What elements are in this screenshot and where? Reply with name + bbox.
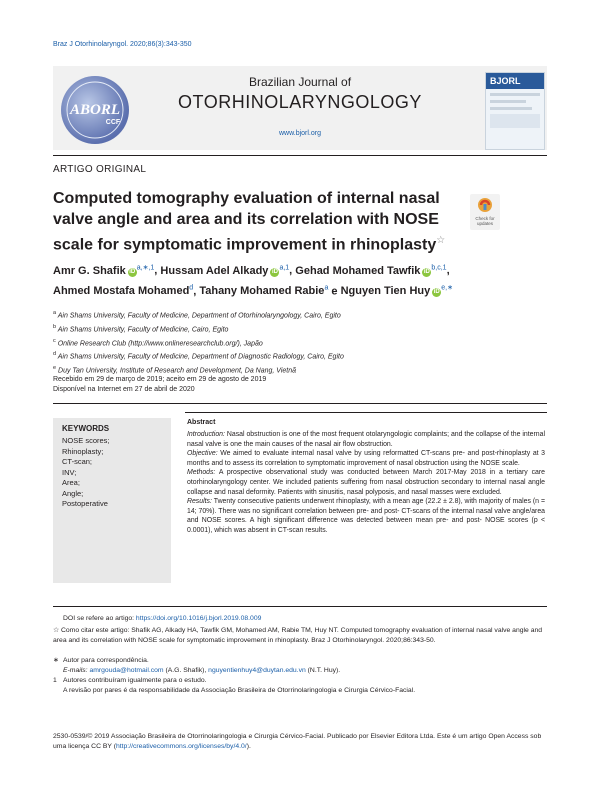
article-title-text: Computed tomography evaluation of internal nasal valve angle and area and its correlation with NOSE scale for symptomatic improvement in rhinoplasty (53, 190, 440, 254)
author-6[interactable]: Nguyen Tien Huy $iD^{e,∗}$ (340, 284, 453, 298)
abstract-methods: Methods: A prospective observational study was conducted between March 2017-May 2018 in a tertiary care otorhinolaryngology center. We included patients suffering from nasal obstruction secondary to internal nasal angle collapse and nasal deformity. Patients with sinusitis, nasal polyposis, and nasal masses were excluded. (187, 469, 545, 496)
doi-link[interactable]: https://doi.org/10.1016/j.bjorl.2019.08.009 (135, 615, 262, 622)
orcid-icon[interactable]: iD (433, 289, 440, 296)
keyword-item: Angle; (62, 488, 84, 498)
journal-name-line2: OTORHINOLARYNGOLOGY (178, 92, 422, 112)
email-link[interactable]: nguyentienhuy4@duytan.edu.vn (208, 667, 306, 674)
keywords-list (62, 436, 110, 510)
abstract-introduction: Introduction: Nasal obstruction is one of the most frequent otolaryngologic complaints; and the collapse of the internal nasal valve is one the main causes of the nasal air flow obstruction. (187, 431, 545, 448)
online-date: Disponível na Internet em 27 de abril de 2020 (53, 386, 195, 393)
affiliation-list (53, 308, 547, 377)
author-4[interactable]: Ahmed Mostafa Mohamed$^d$ (53, 284, 194, 298)
email-link[interactable]: amrgouda@hotmail.com (89, 667, 164, 674)
keyword-item: NOSE scores; (62, 436, 110, 445)
check-updates-label: Check for updates (475, 216, 495, 226)
affiliation-item: $^b$ Ain Shams University, Faculty of Medicine, Cairo, Egito (53, 323, 229, 334)
abstract-divider (185, 412, 547, 413)
journal-cover-thumbnail (485, 72, 545, 150)
author-5[interactable]: Tahany Mohamed Rabie$^a$ (199, 284, 329, 298)
doi-footnote: DOI se refere ao artigo: https://doi.org/10.1016/j.bjorl.2019.08.009 (63, 615, 262, 622)
contribution-footnote: 1 Autores contribuíram igualmente para o estudo. (53, 677, 207, 684)
affiliation-item: $^e$ Duy Tan University, Institute of Research and Development, Da Nang, Vietnã (53, 365, 297, 375)
journal-name-line1: Brazilian Journal of (248, 75, 352, 89)
section-label: ARTIGO ORIGINAL (53, 164, 147, 175)
email-footnote: E-mails: amrgouda@hotmail.com (A.G. Shafik), nguyentienhuy4@duytan.edu.vn (N.T. Huy). (63, 667, 341, 674)
keyword-item: Area; (62, 478, 80, 487)
abstract-heading: Abstract (187, 419, 216, 426)
cover-title: BJORL (486, 73, 544, 89)
abstract-objective: Objective: We aimed to evaluate internal nasal valve by using reformatted CT-scans pre- and post-rhinoplasty at 3 months and to assess its correlation to symptomatic improvement of nasal obstruction using the NOSE scale. (187, 450, 545, 467)
author-list: Amr G. Shafik $iD^{a,∗,1}$, Hussam Adel Alkady iD$^{a,1}$, Gehad Mohamed Tawfik iD$^{b,c,1}$, Ahmed Mostafa Mohamed$^d$, Tahany Mohamed Rabie$^a$ e Nguyen Tien Huy $iD^{e,∗}$ (53, 264, 453, 298)
abstract-results: Results: Twenty consecutive patients underwent rhinoplasty, with a mean age (22.2 ± 2.8), with majority of males (n = 14; 70%). There was no significant correlation between pre- and post- CT-scans of the internal nasal valve angle/area and NOSE scores. A high significant difference was detected between mean pre- and post- NOSE scores (p < 0.0001), which was absent in CT-scan results. (187, 498, 546, 534)
license-link[interactable]: http://creativecommons.org/licenses/by/4.0/ (115, 742, 247, 750)
author-1[interactable]: Amr G. Shafik $iD^{a,∗,1}$ (53, 264, 155, 277)
orcid-icon[interactable]: iD (271, 268, 278, 275)
article-title (53, 188, 463, 255)
affiliation-item: $^d$ Ain Shams University, Faculty of Medicine, Department of Diagnostic Radiology, Cairo, Egito (53, 351, 344, 361)
orcid-icon[interactable]: iD (129, 268, 136, 275)
keyword-item: INV; (62, 467, 77, 477)
author-2[interactable]: Hussam Adel Alkady iD$^{a,1}$ (160, 264, 290, 277)
keyword-item: Rhinoplasty; (62, 446, 104, 456)
check-for-updates-badge[interactable] (470, 194, 500, 230)
affiliation-item: $^a$ Ain Shams University, Faculty of Medicine, Department of Otorhinolaryngology, Cairo, Egito (53, 310, 341, 320)
author-3[interactable]: Gehad Mohamed Tawfik iD$^{b,c,1}$ (295, 264, 447, 277)
keywords-heading: KEYWORDS (62, 424, 110, 433)
peer-review-footnote: A revisão por pares é da responsabilidade da Associação Brasileira de Otorrinolaringologia e Cirurgia Cérvico-Facial. (63, 687, 416, 694)
article-dates (53, 375, 266, 395)
header-divider (53, 155, 547, 156)
dates-divider (53, 403, 547, 404)
keyword-item: CT-scan; (62, 457, 93, 466)
logo-text: ABORL (69, 102, 121, 118)
citation-footnote: ☆ Como citar este artigo: Shafik AG, Alkady HA, Tawfik GM, Mohamed AM, Rabie TM, Huy NT. Computed tomography evaluation of internal nasal valve angle and area and its correlation with NOSE scale for symptomatic improvement in rhinoplasty. Braz J Otorhinolaryngol. 2020;86:343-50. (53, 627, 543, 644)
corresponding-footnote: ∗ Autor para correspondência. (53, 657, 149, 664)
journal-url[interactable]: www.bjorl.org (278, 130, 321, 137)
footnote-divider (53, 606, 547, 607)
journal-citation: Braz J Otorhinolaryngol. 2020;86(3):343-350 (53, 41, 192, 48)
title-footnote-mark: ☆ (436, 235, 446, 246)
keyword-item: Postoperative (62, 499, 108, 508)
received-date: Recebido em 29 de março de 2019; aceito em 29 de agosto de 2019 (53, 376, 267, 383)
orcid-icon[interactable]: iD (423, 268, 430, 275)
abstract-body (187, 430, 545, 536)
copyright-notice: 2530-0539/© 2019 Associação Brasileira de Otorrinolaringologia e Cirurgia Cérvico-Facial. Publicado por Elsevier Editora Ltda. Este é um artigo Open Access sob uma licença CC BY (http://creativecommons.org/licenses/by/4.0/). (53, 733, 542, 750)
affiliation-item: $^c$ Online Research Club (http://www.onlineresearchclub.org/), Japão (53, 337, 263, 347)
logo-subtext: CCF (105, 119, 121, 126)
